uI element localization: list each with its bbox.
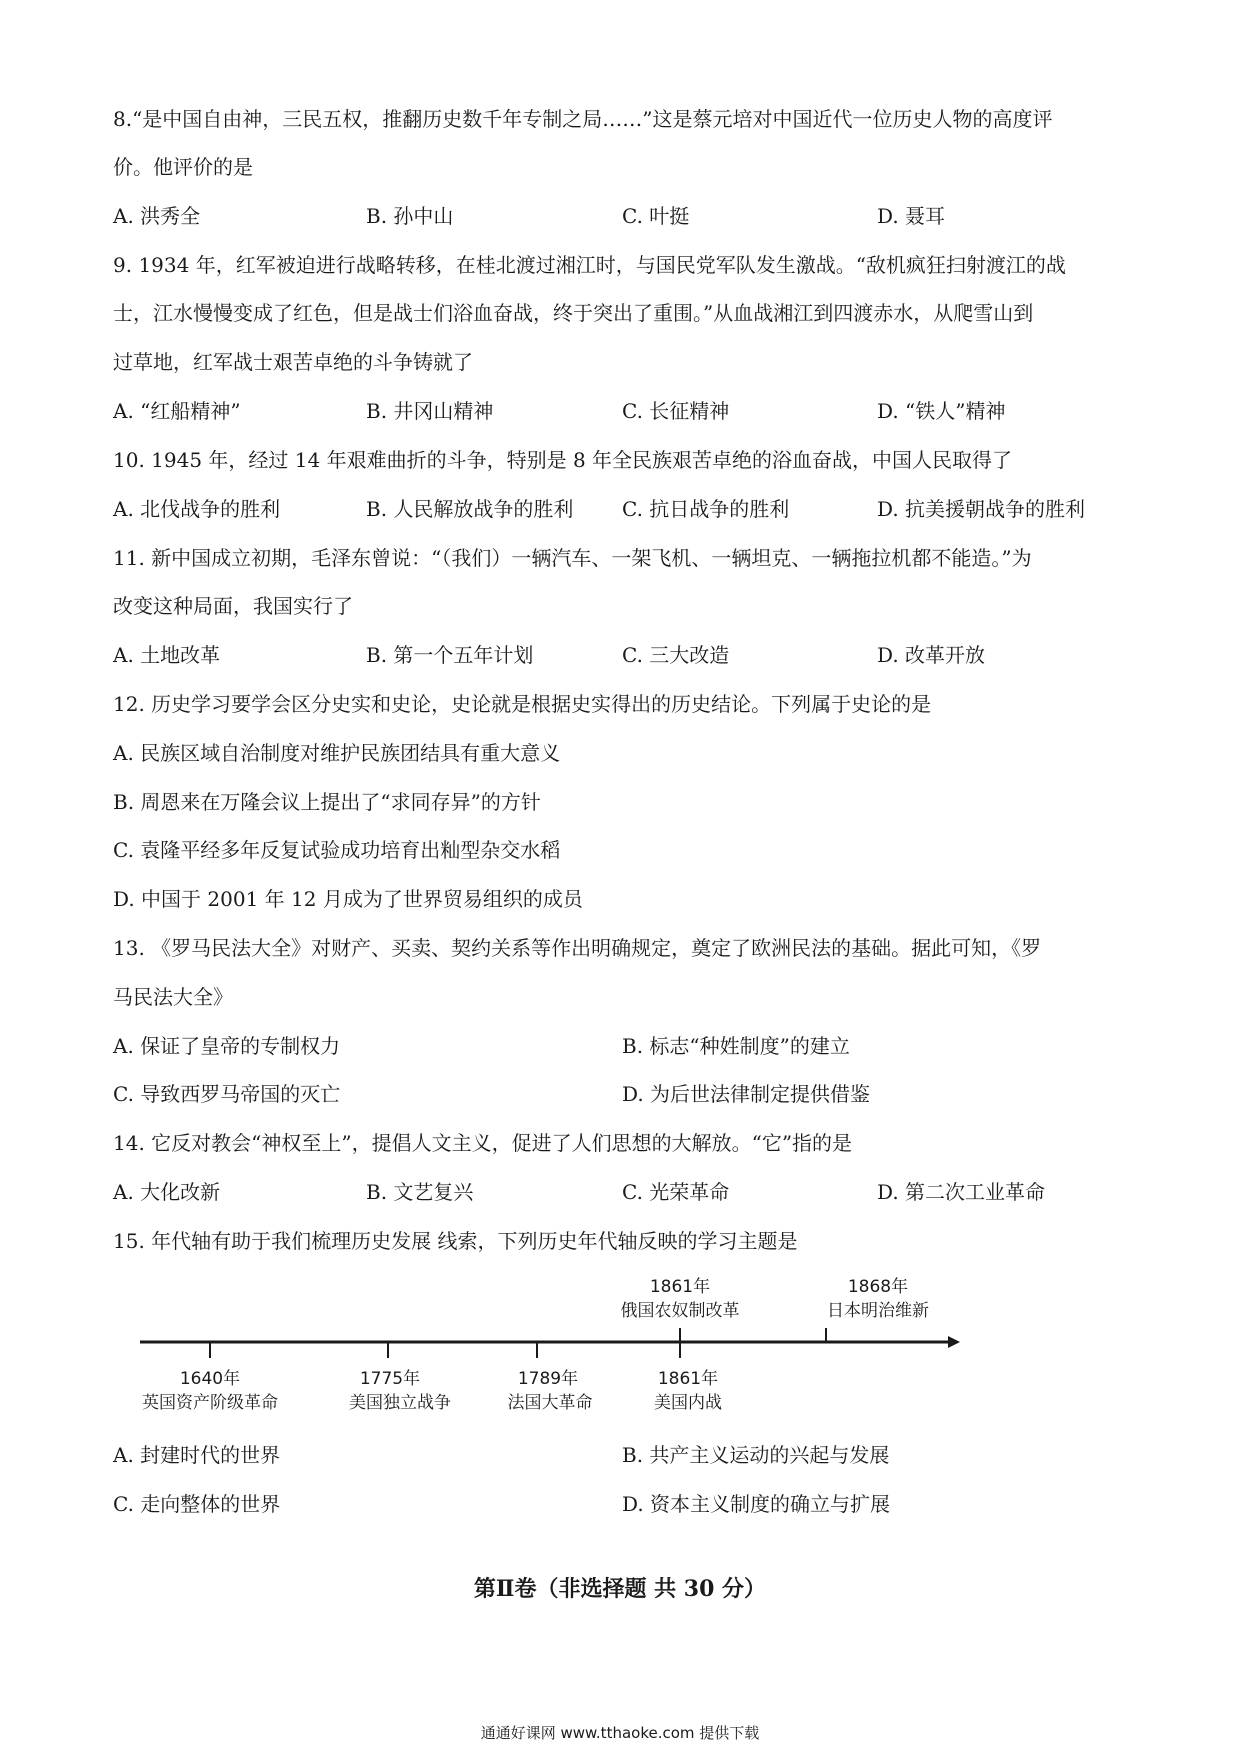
q14-option-d: D. 第二次工业革命 (877, 1180, 1046, 1204)
q13-stem-line-2: 马民法大全》 (113, 985, 233, 1009)
q10-option-b: B. 人民解放战争的胜利 (366, 497, 574, 521)
timeline-below-event-3: 法国大革命 (507, 1393, 593, 1413)
q15-option-d: D. 资本主义制度的确立与扩展 (622, 1492, 891, 1516)
timeline-above-year-2: 1868年 (847, 1277, 909, 1297)
q11-option-c: C. 三大改造 (622, 643, 730, 667)
q15-option-b: B. 共产主义运动的兴起与发展 (622, 1443, 890, 1467)
timeline-above-event-1: 俄国农奴制改革 (620, 1301, 740, 1321)
q12-option-c: C. 袁隆平经多年反复试验成功培育出籼型杂交水稻 (113, 838, 561, 862)
timeline-below-year-1: 1640年 (179, 1369, 241, 1389)
q10-stem-line-1: 10. 1945 年，经过 14 年艰难曲折的斗争，特别是 8 年全民族艰苦卓绝的浴血奋战，中国人民取得了 (113, 448, 1013, 472)
timeline-below-event-2: 美国独立战争 (349, 1393, 451, 1413)
q12-option-d: D. 中国于 2001 年 12 月成为了世界贸易组织的成员 (113, 887, 583, 911)
section-title: 第Ⅱ卷（非选择题 共 30 分） (473, 1576, 767, 1602)
q11-option-d: D. 改革开放 (877, 643, 986, 667)
q8-option-b: B. 孙中山 (366, 204, 454, 228)
timeline-below-year-3: 1789年 (517, 1369, 579, 1389)
q11-stem-line-2: 改变这种局面，我国实行了 (113, 594, 353, 618)
history-timeline (0, 1270, 1240, 1430)
timeline-below-year-2: 1775年 (359, 1369, 421, 1389)
timeline-below-event-4: 美国内战 (654, 1393, 722, 1413)
q15-option-a: A. 封建时代的世界 (113, 1443, 281, 1467)
q9-option-c: C. 长征精神 (622, 399, 730, 423)
q9-stem-line-2: 士，江水慢慢变成了红色，但是战士们浴血奋战，终于突出了重围。”从血战湘江到四渡赤水，从爬雪山到 (113, 301, 1034, 325)
q10-option-a: A. 北伐战争的胜利 (113, 497, 281, 521)
q8-option-d: D. 聂耳 (877, 204, 946, 228)
timeline-above-year-1: 1861年 (649, 1277, 711, 1297)
timeline-below-year-4: 1861年 (657, 1369, 719, 1389)
q8-stem-line-2: 价。他评价的是 (113, 155, 253, 179)
q9-stem-line-1: 9. 1934 年，红军被迫进行战略转移，在桂北渡过湘江时，与国民党军队发生激战。“敌机疯狂扫射渡江的战 (113, 253, 1066, 277)
q12-option-a: A. 民族区域自治制度对维护民族团结具有重大意义 (113, 741, 561, 765)
q15-stem-line-1: 15. 年代轴有助于我们梳理历史发展 线索，下列历史年代轴反映的学习主题是 (113, 1229, 798, 1253)
q9-option-d: D. “铁人”精神 (877, 399, 1006, 423)
q11-option-a: A. 土地改革 (113, 643, 221, 667)
q14-option-b: B. 文艺复兴 (366, 1180, 474, 1204)
q13-option-c: C. 导致西罗马帝国的灭亡 (113, 1082, 341, 1106)
q14-stem-line-1: 14. 它反对教会“神权至上”，提倡人文主义，促进了人们思想的大解放。“它”指的是 (113, 1131, 853, 1155)
q14-option-c: C. 光荣革命 (622, 1180, 730, 1204)
page-footer: 通通好课网 www.tthaoke.com 提供下载 (480, 1724, 760, 1742)
q14-option-a: A. 大化改新 (113, 1180, 221, 1204)
q9-option-b: B. 井冈山精神 (366, 399, 494, 423)
timeline-above-event-2: 日本明治维新 (827, 1301, 929, 1321)
q13-option-d: D. 为后世法律制定提供借鉴 (622, 1082, 871, 1106)
q10-option-d: D. 抗美援朝战争的胜利 (877, 497, 1086, 521)
q12-option-b: B. 周恩来在万隆会议上提出了“求同存异”的方针 (113, 790, 541, 814)
timeline-below-event-1: 英国资产阶级革命 (142, 1393, 278, 1413)
q11-stem-line-1: 11. 新中国成立初期，毛泽东曾说：“（我们）一辆汽车、一架飞机、一辆坦克、一辆拖拉机都不能造。”为 (113, 546, 1032, 570)
q9-option-a: A. “红船精神” (113, 399, 241, 423)
q10-option-c: C. 抗日战争的胜利 (622, 497, 790, 521)
q13-option-b: B. 标志“种姓制度”的建立 (622, 1034, 850, 1058)
q12-stem-line-1: 12. 历史学习要学会区分史实和史论，史论就是根据史实得出的历史结论。下列属于史论的是 (113, 692, 932, 716)
q11-option-b: B. 第一个五年计划 (366, 643, 534, 667)
q15-option-c: C. 走向整体的世界 (113, 1492, 281, 1516)
q13-option-a: A. 保证了皇帝的专制权力 (113, 1034, 341, 1058)
q9-stem-line-3: 过草地，红军战士艰苦卓绝的斗争铸就了 (113, 350, 473, 374)
timeline-arrow-icon (948, 1336, 960, 1348)
q8-option-c: C. 叶挺 (622, 204, 690, 228)
q8-stem-line-1: 8.“是中国自由神，三民五权，推翻历史数千年专制之局……”这是蔡元培对中国近代一位历史人物的高度评 (113, 107, 1053, 131)
q8-option-a: A. 洪秀全 (113, 204, 201, 228)
q13-stem-line-1: 13. 《罗马民法大全》对财产、买卖、契约关系等作出明确规定，奠定了欧洲民法的基础。据此可知，《罗 (113, 936, 1042, 960)
